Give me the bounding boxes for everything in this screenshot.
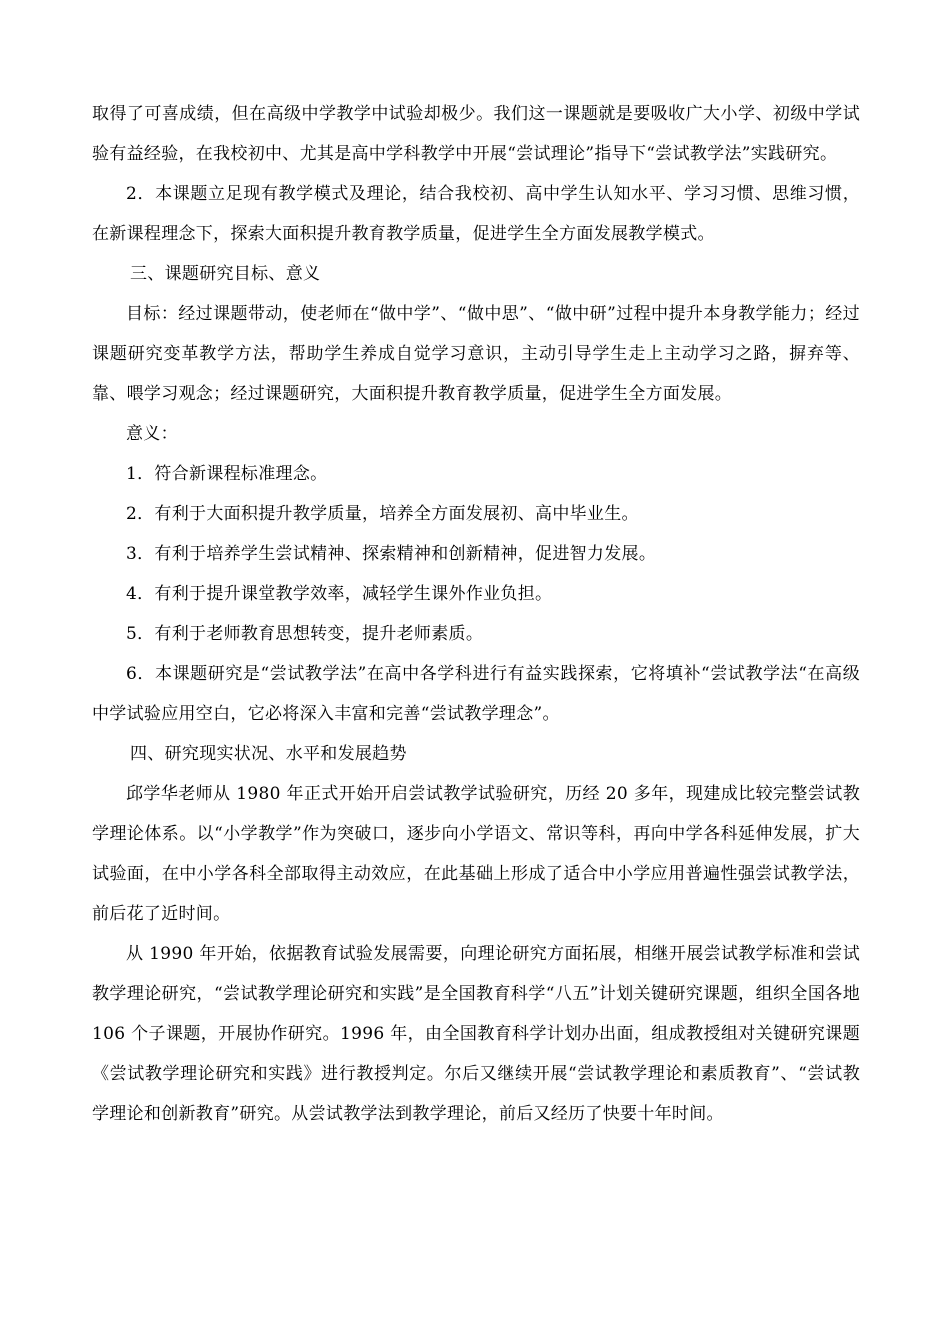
list-item: 6．本课题研究是“尝试教学法”在高中各学科进行有益实践探索，它将填补“尝试教学法“在高级中学试验应用空白，它必将深入丰富和完善“尝试教学理念”。 — [92, 664, 860, 724]
meaning-label: 意义： — [126, 424, 178, 444]
paragraph-history-1: 邱学华老师从 1980 年正式开始开启尝试教学试验研究，历经 20 多年，现建成比较完整尝试教学理论体系。以“小学教学”作为突破口，逐步向小学语文、常识等科，再向中学各科延伸发展，扩大试验面，在中小学各科全部取得主动效应，在此基础上形成了适合中小学应用普遍性强尝试教学法，前后花了近时间。 — [92, 784, 860, 924]
section-heading-3: 三、课题研究目标、意义 — [130, 264, 321, 284]
list-item: 4．有利于提升课堂教学效率，减轻学生课外作业负担。 — [126, 584, 553, 604]
paragraph-continuation: 取得了可喜成绩，但在高级中学教学中试验却极少。我们这一课题就是要吸收广大小学、初级中学试验有益经验，在我校初中、尤其是高中学科教学中开展“尝试理论”指导下“尝试教学法”实践研究。 — [92, 104, 860, 164]
paragraph-history-2: 从 1990 年开始，依据教育试验发展需要，向理论研究方面拓展，相继开展尝试教学标准和尝试教学理论研究，“尝试教学理论研究和实践”是全国教育科学“八五”计划关键研究课题，组织全国各地 106 个子课题，开展协作研究。1996 年，由全国教育科学计划办出面，组成教授组对关键研究课题《尝试教学理论研究和实践》进行教授判定。尔后又继续开展“尝试教学理论和素质教育”、“尝试教学理论和创新教育”研究。从尝试教学法到教学理论，前后又经历了快要十年时间。 — [92, 944, 860, 1124]
section-heading-4: 四、研究现实状况、水平和发展趋势 — [130, 744, 407, 764]
paragraph-goal: 目标：经过课题带动，使老师在“做中学”、“做中思”、“做中研”过程中提升本身教学能力；经过课题研究变革教学方法，帮助学生养成自觉学习意识，主动引导学生走上主动学习之路，摒弃等、靠、喂学习观念；经过课题研究，大面积提升教育教学质量，促进学生全方面发展。 — [92, 304, 860, 404]
list-item: 3．有利于培养学生尝试精神、探索精神和创新精神，促进智力发展。 — [126, 544, 657, 564]
list-item: 1．符合新课程标准理念。 — [126, 464, 328, 484]
paragraph-point-2: 2．本课题立足现有教学模式及理论，结合我校初、高中学生认知水平、学习习惯、思维习惯，在新课程理念下，探索大面积提升教育教学质量，促进学生全方面发展教学模式。 — [92, 184, 860, 244]
list-item: 2．有利于大面积提升教学质量，培养全方面发展初、高中毕业生。 — [126, 504, 639, 524]
list-item: 5．有利于老师教育思想转变，提升老师素质。 — [126, 624, 484, 644]
document-body — [92, 94, 860, 1134]
